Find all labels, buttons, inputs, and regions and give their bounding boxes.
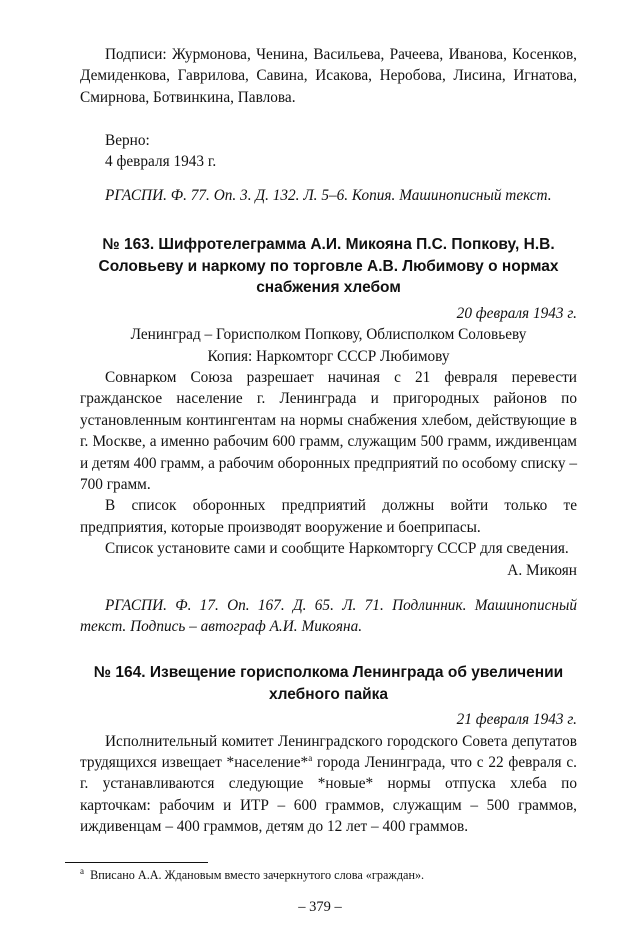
body-text: Исполнительный комитет Ленинградского городского Совета депутатов трудящихся извещает *население* xyxy=(80,732,577,771)
verification-block xyxy=(80,130,577,173)
signature: А. Микоян xyxy=(507,561,577,579)
page-number: – 379 – xyxy=(298,899,342,915)
footnote xyxy=(80,867,577,883)
document-163 xyxy=(80,234,577,638)
footnote-text: Вписано А.А. Ждановым вместо зачеркнутого слова «граждан». xyxy=(90,868,425,882)
archive-reference: РГАСПИ. Ф. 77. Оп. 3. Д. 132. Л. 5–6. Копия. Машинописный текст. xyxy=(105,187,552,204)
footnote-divider xyxy=(65,862,208,863)
body-paragraph: Совнарком Союза разрешает начиная с 21 февраля перевести гражданское население г. Ленинграда и пригородных районов по установленным контингентам на нормы снабжения хлебом, действующие в г. Москве, а именно рабочим 600 грамм, служащим 500 грамм, иждивенцам и детям 400 грамм, а рабочим оборонных предприятий по особому списку – 700 грамм. xyxy=(80,369,577,494)
body-paragraph: Список установите сами и сообщите Наркомторгу СССР для сведения. xyxy=(105,540,569,558)
body-paragraph: В список оборонных предприятий должны войти только те предприятия, которые производят вооружение и боеприпасы. xyxy=(80,497,577,536)
footnote-marker: а xyxy=(308,752,313,763)
archive-reference: РГАСПИ. Ф. 17. Оп. 167. Д. 65. Л. 71. Подлинник. Машинописный текст. Подпись – автограф А.И. Микояна. xyxy=(80,597,577,636)
footnote-marker: а xyxy=(80,865,84,876)
copy-line: Копия: Наркомторг СССР Любимову xyxy=(207,347,450,365)
signatures-paragraph: Подписи: Журмонова, Ченина, Васильева, Рачеева, Иванова, Косенков, Демиденкова, Гаврилова, Савина, Исакова, Неробова, Лисина, Игнатова, Смирнова, Ботвинкина, Павлова. xyxy=(80,46,577,106)
document-164 xyxy=(80,662,577,838)
document-date: 20 февраля 1943 г. xyxy=(456,304,577,322)
verified-date: 4 февраля 1943 г. xyxy=(105,153,217,171)
document-heading: № 163. Шифротелеграмма А.И. Микояна П.С. Попкову, Н.В. Соловьеву и наркому по торговле А.В. Любимову о нормах снабжения хлебом xyxy=(98,236,559,297)
verified-word: Верно: xyxy=(105,132,150,149)
document-heading: № 164. Извещение горисполкома Ленинграда об увеличении хлебного пайка xyxy=(93,664,564,703)
address-line: Ленинград – Горисполком Попкову, Облисполком Соловьеву xyxy=(130,326,527,344)
body-text: города Ленинграда, что с 22 февраля с. г. устанавливаются следующие *новые* нормы отпуска хлеба по карточкам: рабочим и ИТР – 600 граммов, служащим – 500 граммов, иждивенцам – 400 граммов, детям до 12 лет – 400 граммов. xyxy=(80,754,577,836)
document-date: 21 февраля 1943 г. xyxy=(456,711,577,729)
body-paragraph xyxy=(80,731,577,838)
